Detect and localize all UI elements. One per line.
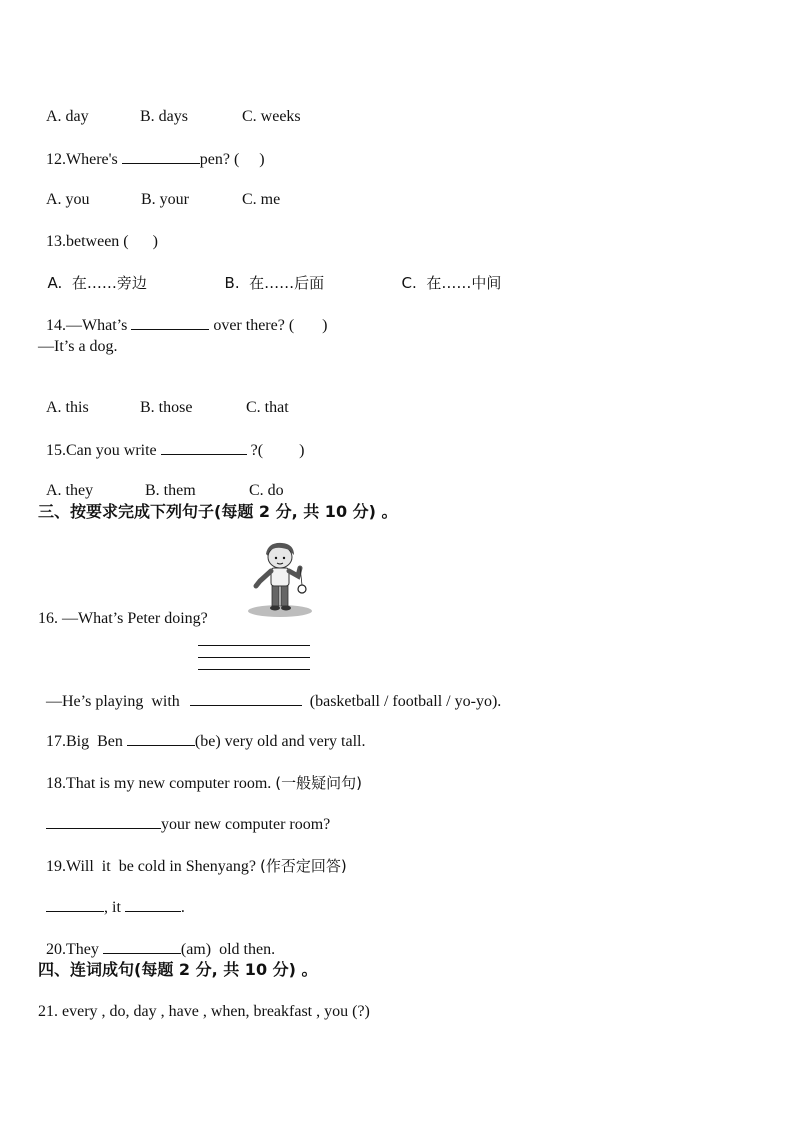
q19-blank-2[interactable]	[125, 897, 181, 912]
q15-option-c: C. do	[249, 482, 284, 499]
q19-end: .	[180, 899, 185, 916]
q16-prefix: —He’s playing with	[46, 693, 180, 710]
q18-question	[38, 753, 362, 794]
q13-text: 13.between ( )	[46, 233, 158, 250]
q14-question	[38, 295, 328, 336]
q14-blank[interactable]	[131, 315, 209, 330]
q17-suffix: (be) very old and very tall.	[194, 733, 366, 750]
q16-question: 16. —What’s Peter doing?	[38, 610, 208, 627]
q16-blank-line[interactable]	[198, 657, 310, 658]
q18-suffix: your new computer room?	[161, 816, 331, 833]
q14-option-c: C. that	[246, 399, 289, 416]
q20-prefix: 20.They	[46, 941, 103, 958]
q16-answer	[38, 671, 501, 712]
q12-blank[interactable]	[122, 149, 200, 164]
q18-answer	[38, 794, 330, 835]
q15-prefix: 15.Can you write	[46, 442, 161, 459]
q20-question	[38, 919, 275, 960]
q15-blank[interactable]	[161, 440, 247, 455]
q15-question	[38, 420, 304, 461]
q17-question	[38, 711, 366, 752]
q13-question	[38, 212, 158, 252]
q17-blank[interactable]	[127, 731, 195, 746]
section-3-heading: 三、按要求完成下列句子(每题 2 分, 共 10 分) 。	[38, 502, 398, 521]
q11-option-c: C. weeks	[242, 108, 301, 125]
q20-blank[interactable]	[103, 939, 181, 954]
q19-answer	[38, 877, 185, 918]
q18-hint: (一般疑问句)	[275, 774, 363, 792]
q17-prefix: 17.Big Ben	[46, 733, 127, 750]
q12-question	[38, 129, 265, 170]
q20-suffix: (am) old then.	[180, 941, 276, 958]
q14-suffix: over there? ( )	[209, 317, 328, 334]
q19-question	[38, 836, 347, 877]
q13-options	[38, 253, 501, 293]
q16-blank-line[interactable]	[198, 669, 310, 670]
q19-blank-1[interactable]	[46, 897, 104, 912]
q12-suffix: pen? ( )	[199, 151, 265, 168]
q21-question: 21. every , do, day , have , when, breakfast , you (?)	[38, 1003, 370, 1020]
q14-option-a: A. this	[46, 399, 89, 416]
q11-option-a: A. day	[46, 108, 89, 125]
q13-option-c: C. 在……中间	[401, 274, 502, 292]
q12-option-a: A. you	[46, 191, 90, 208]
q14-answer: —It’s a dog.	[38, 338, 118, 355]
section-4-heading: 四、连词成句(每题 2 分, 共 10 分) 。	[38, 960, 318, 979]
q14-option-b: B. those	[140, 399, 193, 416]
q19-text: 19.Will it be cold in Shenyang?	[46, 858, 256, 875]
boy-yoyo-illustration	[246, 540, 316, 622]
q15-option-b: B. them	[145, 482, 196, 499]
q18-text: 18.That is my new computer room.	[46, 775, 272, 792]
q12-options	[38, 170, 280, 210]
q13-option-b: B. 在……后面	[224, 274, 325, 292]
q16-suffix: (basketball / football / yo-yo).	[309, 693, 502, 710]
q14-prefix: 14.—What’s	[46, 317, 132, 334]
q12-prefix: 12.Where's	[46, 151, 122, 168]
q12-option-c: C. me	[242, 191, 281, 208]
q15-suffix: ?( )	[246, 442, 305, 459]
q16-blank[interactable]	[190, 691, 302, 706]
q15-options	[38, 461, 284, 501]
q11-options	[38, 87, 301, 127]
q13-option-a: A. 在……旁边	[47, 274, 147, 292]
q19-hint: (作否定回答)	[259, 857, 347, 875]
q15-option-a: A. they	[46, 482, 94, 499]
q14-options	[38, 378, 289, 418]
q12-option-b: B. your	[141, 191, 189, 208]
q19-middle: , it	[104, 899, 125, 916]
q11-option-b: B. days	[140, 108, 188, 125]
q16-blank-line[interactable]	[198, 645, 310, 646]
q18-blank[interactable]	[46, 814, 161, 829]
